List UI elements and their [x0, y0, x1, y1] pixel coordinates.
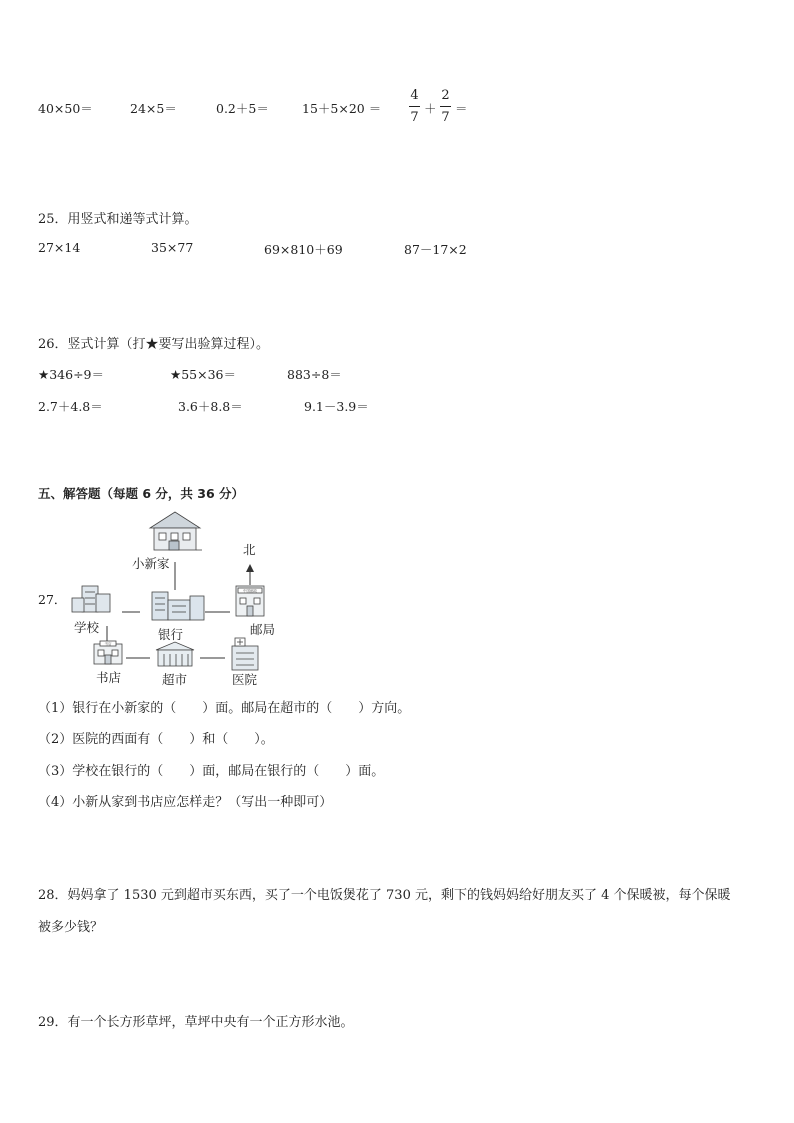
q26-title: 26．竖式计算（打★要写出验算过程）。: [38, 337, 270, 352]
map-label-school: 学校: [74, 620, 100, 635]
map-label-market: 超市: [162, 672, 188, 687]
north-arrow-icon: [246, 564, 254, 585]
q24-item-3: 0.2＋5＝: [216, 101, 269, 116]
hospital-icon: [232, 638, 258, 670]
bank-building-icon: [152, 592, 204, 620]
q26-item-5: 3.6＋8.8＝: [178, 399, 243, 414]
post-sign: 中国邮政: [243, 589, 257, 593]
bookstore-sign: 书店: [104, 642, 112, 646]
map-label-home: 小新家: [132, 556, 170, 571]
q28-line-2: 被多少钱？: [38, 920, 104, 935]
fraction-numerator: 4: [410, 88, 419, 103]
q26-item-6: 9.1－3.9＝: [304, 399, 369, 414]
supermarket-icon: [156, 642, 194, 666]
fraction-denominator: 7: [410, 110, 419, 125]
q27-sub-3: （3）学校在银行的（ ）面，邮局在银行的（ ）面。: [38, 764, 385, 779]
q25-item-1: 27×14: [38, 240, 81, 255]
q27-sub-4: （4）小新从家到书店应怎样走？（写出一种即可）: [38, 795, 333, 810]
map-label-bank: 银行: [158, 627, 184, 642]
q26-item-3: 883÷8＝: [287, 367, 342, 382]
q25-item-4: 87－17×2: [404, 242, 467, 257]
q24-item-1: 40×50＝: [38, 101, 93, 116]
equals-sign: ＝: [455, 101, 468, 116]
q26-item-4: 2.7＋4.8＝: [38, 399, 103, 414]
q28-line-1: 28．妈妈拿了 1530 元到超市买东西，买了一个电饭煲花了 730 元，剩下的钱妈妈给好朋友买了 4 个保暖被，每个保暖: [38, 888, 731, 903]
fraction-4-7: [409, 88, 420, 125]
map-label-hospital: 医院: [232, 672, 258, 687]
section-5-heading: 五、解答题（每题 6 分，共 36 分）: [38, 486, 245, 501]
q26-item-2: ★55×36＝: [170, 367, 236, 382]
plus-sign: ＋: [424, 101, 437, 116]
map-label-post: 邮局: [250, 622, 276, 637]
map-drawing: [60, 508, 290, 690]
school-building-icon: [72, 586, 110, 612]
fraction-numerator: 2: [441, 88, 450, 103]
q24-item-4: 15＋5×20 ＝: [302, 101, 382, 116]
q24-item-2: 24×5＝: [130, 101, 177, 116]
fraction-2-7: [440, 88, 451, 125]
q25-title: 25．用竖式和递等式计算。: [38, 212, 198, 227]
map-label-bookstore: 书店: [96, 670, 122, 685]
fraction-bar: [440, 106, 451, 107]
q26-item-1: ★346÷9＝: [38, 367, 104, 382]
q27-direction-map: [60, 508, 290, 690]
map-label-north: 北: [243, 542, 256, 557]
q27-sub-2: （2）医院的西面有（ ）和（ ）。: [38, 732, 274, 747]
fraction-denominator: 7: [441, 110, 450, 125]
house-icon: [150, 512, 202, 550]
q25-item-3: 69×810＋69: [264, 242, 343, 257]
q25-item-2: 35×77: [151, 240, 194, 255]
q27-number: 27．: [38, 592, 67, 607]
q27-sub-1: （1）银行在小新家的（ ）面。邮局在超市的（ ）方向。: [38, 701, 411, 716]
q29-text: 29．有一个长方形草坪，草坪中央有一个正方形水池。: [38, 1015, 354, 1030]
fraction-bar: [409, 106, 420, 107]
